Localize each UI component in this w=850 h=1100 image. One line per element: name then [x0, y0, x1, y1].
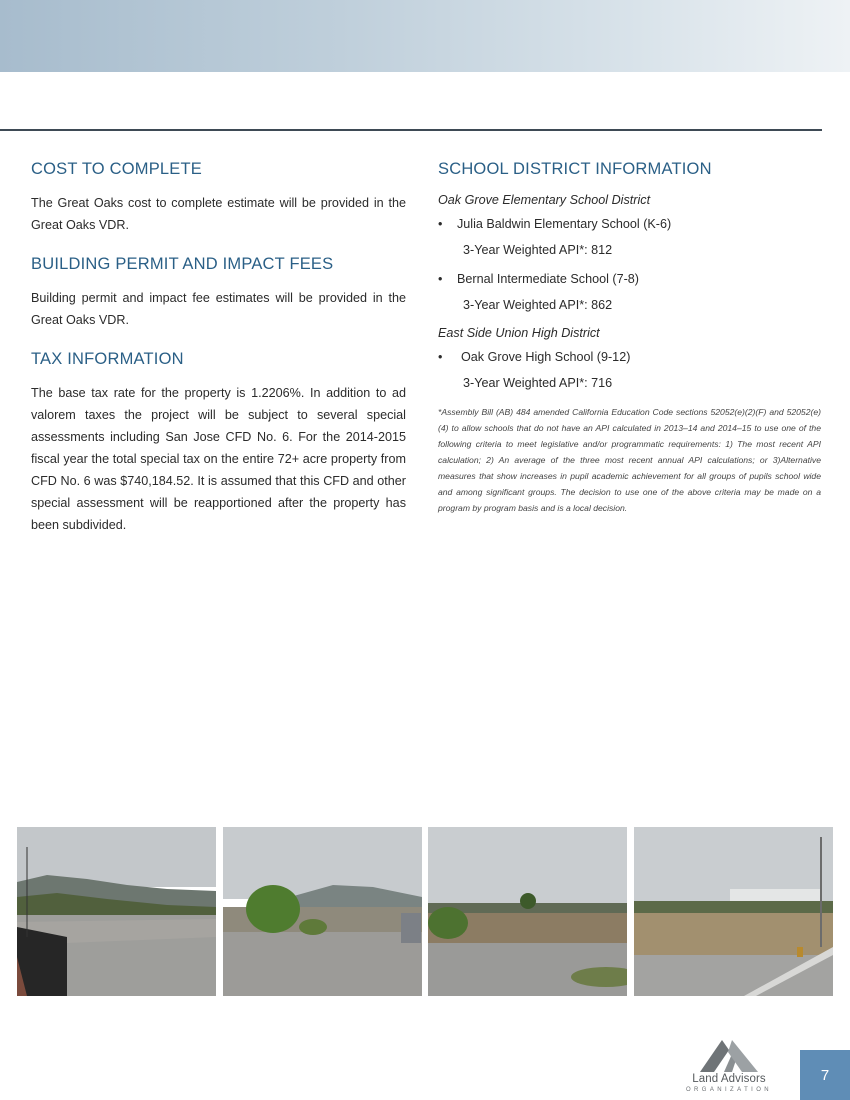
school-item [438, 216, 821, 233]
permit-text: Building permit and impact fee estimates will be provided in the Great Oaks VDR. [31, 291, 406, 327]
school-api: 3-Year Weighted API*: 716 [463, 376, 613, 390]
header-rule [0, 129, 822, 131]
district-name: Oak Grove Elementary School District [438, 193, 651, 207]
bullet: • [438, 272, 443, 286]
school-name: Julia Baldwin Elementary School (K-6) [457, 217, 672, 231]
site-photo [634, 827, 833, 996]
left-column [31, 160, 406, 536]
permit-heading: BUILDING PERMIT AND IMPACT FEES [31, 255, 334, 273]
site-photo [223, 827, 422, 996]
logo-name: Land Advisors [692, 1073, 766, 1085]
logo-subtitle: ORGANIZATION [685, 1087, 773, 1093]
right-column [438, 160, 821, 516]
tax-heading: TAX INFORMATION [31, 350, 184, 368]
api-footnote: *Assembly Bill (AB) 484 amended California Education Code sections 52052(e)(2)(F) and 52052(e)(4) to allow schools that do not have an API calculated in 2013–14 and 2014–15 to use one of the following criteria to meet legislative and/or programmatic requirements: 1) The most recent API calculation; 2) An average of the three most recent annual API calculations; or 3)Alternative measures that show increases in pupil academic achievement for all groups of pupils school wide and among significant groups. The decision to use one of the above criteria may be made on a program by program basis and is a local decision. [438, 407, 821, 513]
school-api: 3-Year Weighted API*: 812 [463, 243, 613, 257]
school-item [438, 349, 821, 366]
site-photo [428, 827, 627, 996]
cost-heading: COST TO COMPLETE [31, 160, 202, 178]
cost-text: The Great Oaks cost to complete estimate will be provided in the Great Oaks VDR. [31, 196, 406, 232]
school-heading: SCHOOL DISTRICT INFORMATION [438, 160, 712, 178]
header-band [0, 0, 850, 72]
tax-text: The base tax rate for the property is 1.2206%. In addition to ad valorem taxes the project will be subject to several special assessments including San Jose CFD No. 6. For the 2014-2015 fiscal year the total special tax on the entire 72+ acre property from CFD No. 6 was $740,184.52. It is assumed that this CFD and other special assessment will be reapportioned after the property has been subdivided. [31, 386, 406, 532]
bullet: • [438, 350, 443, 364]
school-name: Bernal Intermediate School (7-8) [457, 272, 640, 286]
district-name: East Side Union High District [438, 326, 600, 340]
logo-mark-icon [672, 1040, 786, 1074]
site-photo [17, 827, 216, 996]
bullet: • [438, 217, 443, 231]
school-name: Oak Grove High School (9-12) [461, 350, 631, 364]
site-photo-strip [17, 827, 833, 996]
page-number: 7 [800, 1050, 850, 1100]
school-item [438, 271, 821, 288]
school-api: 3-Year Weighted API*: 862 [463, 298, 613, 312]
company-logo [672, 1040, 786, 1095]
